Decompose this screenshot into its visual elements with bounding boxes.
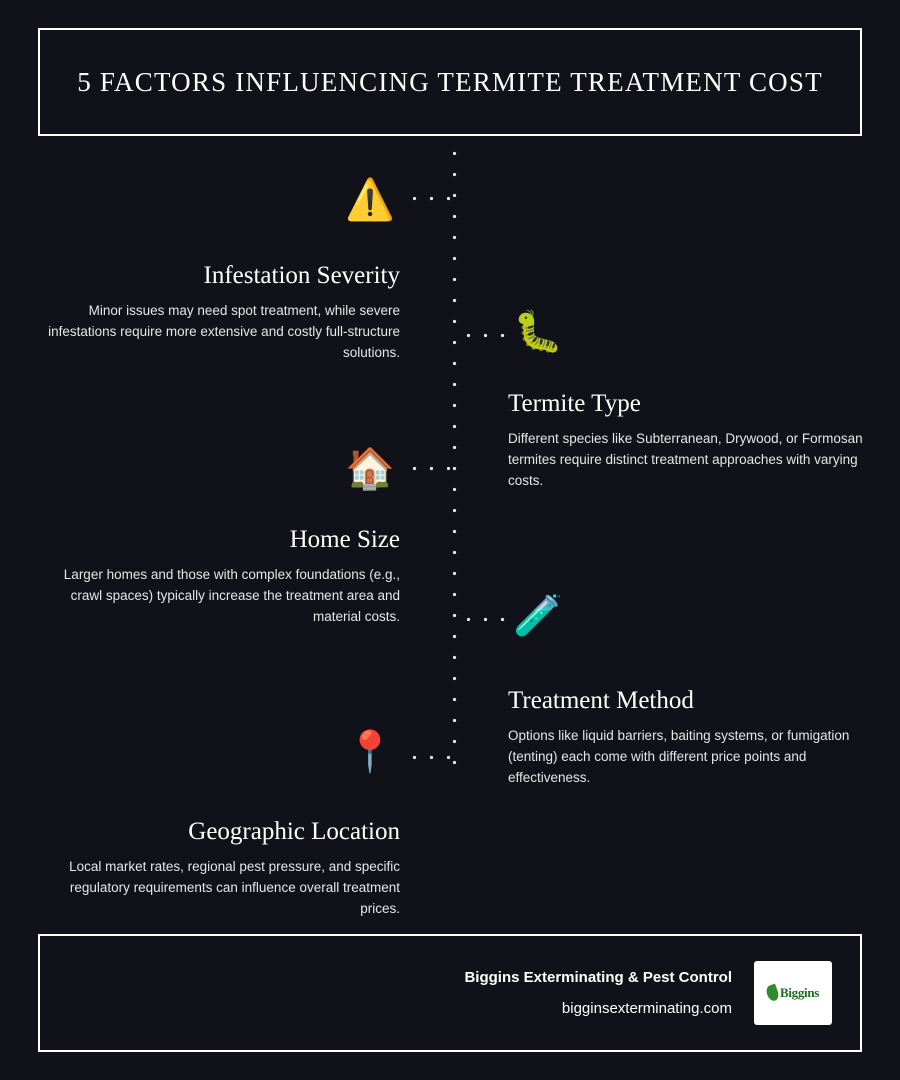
house-icon: 🏠 bbox=[345, 447, 395, 491]
connector-dots-2 bbox=[460, 333, 508, 338]
footer-text-group bbox=[464, 969, 732, 1017]
timeline-spine bbox=[452, 143, 457, 773]
connector-dots-1 bbox=[406, 196, 454, 201]
factor-block-5 bbox=[40, 818, 400, 920]
logo-wordmark: Biggins bbox=[779, 985, 820, 1000]
footer-banner bbox=[38, 934, 862, 1052]
factor-title-2: Termite Type bbox=[508, 390, 641, 417]
factor-body-3: Larger homes and those with complex foundations (e.g., crawl spaces) typically increase the treatment area and material costs. bbox=[63, 566, 400, 624]
map-pin-icon: 📍 bbox=[345, 730, 395, 774]
factor-title-3: Home Size bbox=[289, 526, 400, 553]
company-logo bbox=[754, 961, 832, 1025]
test-tube-icon: 🧪 bbox=[513, 594, 563, 638]
connector-dots-5 bbox=[406, 755, 454, 760]
footer-content bbox=[464, 961, 832, 1025]
connector-dots-4 bbox=[460, 617, 508, 622]
factor-body-5: Local market rates, regional pest pressure, and specific regulatory requirements can influence overall treatment prices. bbox=[69, 858, 400, 916]
factor-title-1: Infestation Severity bbox=[203, 262, 400, 289]
factor-block-4 bbox=[508, 687, 868, 789]
factor-title-4: Treatment Method bbox=[508, 687, 694, 714]
page-title: 5 FACTORS INFLUENCING TERMITE TREATMENT COST bbox=[77, 66, 823, 97]
factor-block-1 bbox=[40, 262, 400, 364]
website-url: bigginsexterminating.com bbox=[561, 1000, 732, 1017]
factor-body-1: Minor issues may need spot treatment, while severe infestations require more extensive and costly full-structure solutions. bbox=[48, 302, 400, 360]
factor-block-2 bbox=[508, 390, 868, 492]
company-name: Biggins Exterminating & Pest Control bbox=[464, 969, 732, 986]
factor-title-5: Geographic Location bbox=[188, 818, 400, 845]
header-banner bbox=[38, 28, 862, 136]
logo-mark bbox=[767, 985, 819, 1001]
factor-block-3 bbox=[40, 526, 400, 628]
factor-body-4: Options like liquid barriers, baiting systems, or fumigation (tenting) each come with different price points and effectiveness. bbox=[508, 727, 850, 785]
factor-body-2: Different species like Subterranean, Drywood, or Formosan termites require distinct treatment approaches with varying costs. bbox=[508, 430, 863, 488]
caterpillar-icon: 🐛 bbox=[513, 310, 563, 354]
green-leaf-icon bbox=[765, 984, 781, 1003]
warning-triangle-icon: ⚠️ bbox=[345, 178, 395, 222]
connector-dots-3 bbox=[406, 466, 454, 471]
